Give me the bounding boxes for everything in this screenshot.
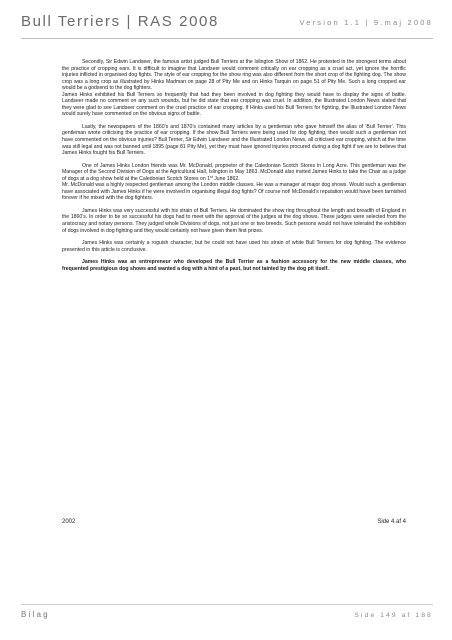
paragraph-newspapers: Lastly, the newspapers of the 1860’s and 1870’s contained many articles by a gentleman who gave himself the alias of ‘Bull Terrier’. This gentleman wrote criticising the practice of ear cropping. If the show Bull Terriers were being used for dog fighting, then would such a gentleman not have commented on the obvious injuries? Bull Terrier, Sir Edwin Landseer and the Illustrated London News, all criticised ear cropping, which at the time was still legal and was not banned until 1895 (page 81 Pity Me), yet they must have ignored injuries procured during a dog fight if we are to believe that James Hinks fought his Bull Terriers. — [62, 123, 406, 157]
document-page-number: Side 4 af 4 — [377, 519, 406, 525]
header-version: Version 1.1 | 9.maj 2008 — [299, 18, 433, 27]
footer-rule — [21, 604, 433, 605]
paragraph-hinks-exhibited: James Hinks exhibited his Bull Terriers so frequently that had they been involved in dog fighting they would have to display the signs of battle. Landseer made no comment on any such wounds, but he did state that ear cropping was cruel. In addition, the Illustrated London News stated that they were glad to see Landseer comment on the cruel practice of ear cropping. If Hinks used his Bull Terriers for fighting, the Illustrated London News would surely have commented on the obvious signs of battle. — [62, 91, 406, 118]
ordinal-superscript: st — [210, 174, 213, 179]
document-body — [62, 59, 406, 278]
page-footer — [21, 610, 433, 622]
header-rule — [21, 38, 433, 39]
footer-label: Bilag — [21, 610, 50, 619]
paragraph-landseer: Secondly, Sir Edwin Landseer, the famous artist judged Bull Terriers at the Islington Show of 1862. He protested in the strongest terms about the practice of cropping ears. It is difficult to imagine that Landseer would comment critically on ear cropping as a cruel act, yet ignore the horrific injuries inflicted in organised dog fights. The style of ear cropping for the show ring was also different from the short crop of the fighting dog. The show crop was a long crop as illustrated by Hinks Madman on page 28 of Pity Me and on Hinks Tarquin on page 51 of Pity Me. Such a long cropped ear would be a godsend to the dog fighters. — [62, 59, 406, 92]
paragraph-conclusion: James Hinks was an entrepreneur who developed the Bull Terrier as a fashion accessory for the new middle classes, who frequented prestigious dog shows and wanted a dog with a hint of a past, but not tainted by the dog pit itself. — [62, 259, 406, 272]
document-year: 2002 — [62, 519, 76, 525]
header-title: Bull Terriers | RAS 2008 — [21, 13, 219, 30]
footer-page-number: Side 149 af 188 — [354, 612, 433, 619]
paragraph-mcdonald: One of James Hinks London friends was Mr. McDonald, proprietor of the Caledonian Scotch Stores in Long Acre. This gentleman was the Manager of the Second Division of Dogs at the Agricultural Hall, Islington in May 1863. McDonald also invited James Hinks to take the Chair as a judge of dogs at a dog show held at the Caledonian Scotch Stores on 1st June 1862. — [62, 162, 406, 182]
document-footer — [62, 519, 406, 529]
page-header — [21, 13, 433, 35]
paragraph-successful: James Hinks was very successful with his strain of Bull Terriers. He dominated the show ring throughout the length and breadth of England in the 1860’s. In order to be so successful his dogs had to meet with the approval of the judges at the dog shows. These judges were selected from the aristocracy and notary persons. They judged whole Divisions of dogs, not just one or two breeds. Such persons would not have tolerated the exhibition of dogs involved in dog fighting and they would certainly not have given them first prizes. — [62, 207, 406, 234]
paragraph-roguish: James Hinks was certainly a roguish character, but he could not have used his strain of white Bull Terriers for dog fighting. The evidence presented in this article is conclusive. — [62, 240, 406, 253]
paragraph-mcdonald-respected: Mr. McDonald was a highly respected gentleman among the London middle classes. He was a manager at major dog shows. Would such a gentleman have associated with James Hinks if he were involved in organising illegal dog fights? Of course not! McDonald’s reputation would have been tarnished forever if he mixed with the dog fighters. — [62, 182, 406, 202]
